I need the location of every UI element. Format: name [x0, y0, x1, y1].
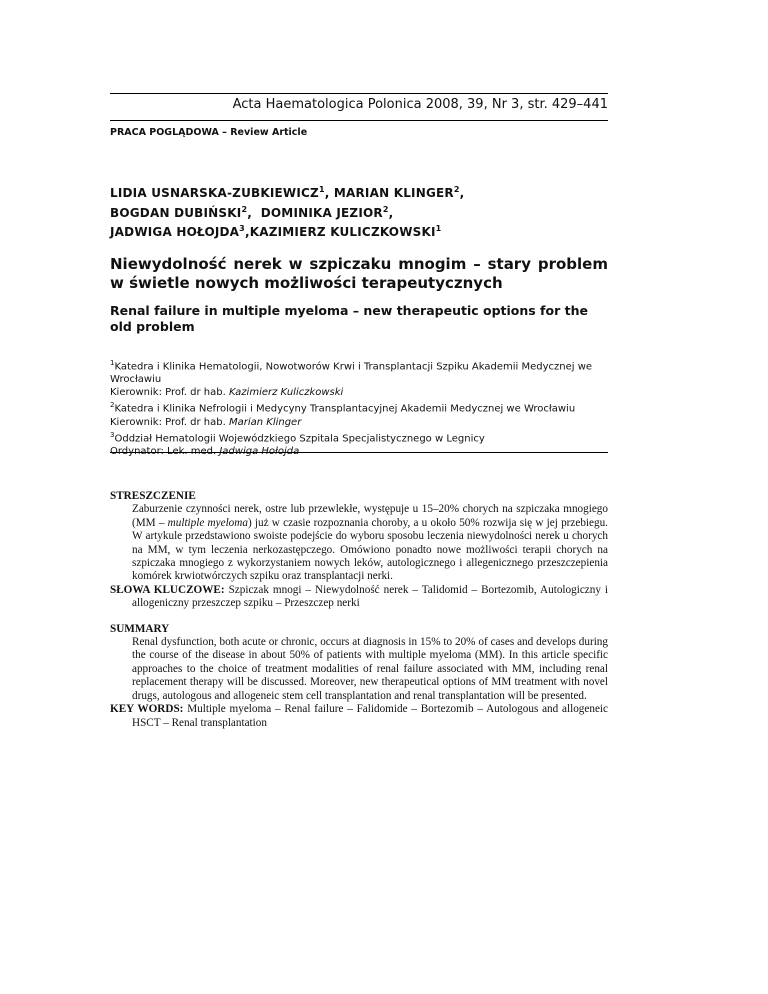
title-english: Renal failure in multiple myeloma – new therapeutic options for the old problem — [110, 303, 588, 334]
title-polish: Niewydolność nerek w szpiczaku mnogim – stary problem w świetle nowych możliwości terapeutycznych — [110, 255, 608, 292]
top-rule — [110, 93, 608, 94]
author-separator: , — [388, 205, 398, 220]
author-separator: , — [244, 225, 250, 239]
author-name: BOGDAN DUBIŃSKI — [110, 205, 242, 220]
author-list — [110, 182, 608, 241]
affiliation-head-label: Kierownik: Prof. dr hab. — [110, 416, 229, 428]
slowa-kluczowe — [110, 584, 608, 611]
streszczenie-heading: STRESZCZENIE — [110, 490, 196, 502]
affiliation-item — [110, 429, 608, 445]
author-separator: , — [459, 186, 465, 200]
affiliation-item — [110, 357, 608, 386]
affiliation-number: 2 — [110, 401, 115, 410]
streszczenie-text — [110, 503, 608, 583]
abstract-section — [110, 490, 608, 730]
affiliations — [110, 357, 608, 458]
affiliation-text: Oddział Hematologii Wojewódzkiego Szpitala Specjalistycznego w Legnicy — [114, 432, 485, 444]
affiliation-head — [110, 416, 608, 429]
affiliation-text: Katedra i Klinika Nefrologii i Medycyny Transplantacyjnej Akademii Medycznej we Wrocławiu — [114, 403, 576, 415]
affiliation-head — [110, 386, 608, 399]
affiliation-rule — [110, 452, 608, 453]
affiliation-text: Katedra i Klinika Hematologii, Nowotworów Krwi i Transplantacji Szpiku Akademii Medycznej we Wrocławiu — [110, 361, 593, 386]
affiliation-head-name: Kazimierz Kuliczkowski — [228, 387, 344, 399]
key-words-label: KEY WORDS: — [110, 703, 184, 716]
journal-citation: Acta Haematologica Polonica 2008, 39, Nr 3, str. 429–441 — [232, 97, 608, 112]
author-affiliation-mark: 2 — [382, 204, 389, 214]
streszczenie-text-part-2: ) już w czasie rozpoznania choroby, a u około 50% rozwija się w jej przebiegu. W artykule przedstawiono swoiste podejście do wyboru sposobu leczenia niewydolności nerek u chorych na MM, w tym leczenia nerkozastępczego. Omówiono ponadto nowe możliwości terapii chorych na szpiczaka mnogiego z wykorzystaniem nowych leków, autologicznego i allegenicznego przeszczepienia komórek krwiotwórczych szpiku oraz transplantacji nerki. — [132, 516, 608, 583]
author-name: JADWIGA HOŁOJDA — [110, 225, 240, 239]
author-affiliation-mark: 2 — [241, 204, 248, 214]
author-affiliation-mark: 2 — [453, 185, 460, 194]
slowa-kluczowe-label: SŁOWA KLUCZOWE: — [110, 583, 225, 596]
author-name: KAZIMIERZ KULICZKOWSKI — [249, 225, 436, 239]
affiliation-head-label: Kierownik: Prof. dr hab. — [110, 387, 229, 399]
slowa-kluczowe-text: Szpiczak mnogi – Niewydolność nerek – Talidomid – Bortezomib, Autologiczny i allogeniczny przeszczep szpiku – Przeszczep nerki — [132, 583, 609, 610]
affiliation-number: 3 — [110, 430, 115, 439]
author-affiliation-mark: 1 — [435, 224, 442, 233]
affiliation-head-name: Jadwiga Hołojda — [219, 445, 300, 457]
author-name: LIDIA USNARSKA-ZUBKIEWICZ — [110, 186, 319, 200]
author-name: DOMINIKA JEZIOR — [260, 205, 383, 220]
article-type: PRACA POGLĄDOWA – Review Article — [110, 127, 308, 138]
affiliation-item — [110, 399, 608, 415]
header-rule — [110, 120, 608, 121]
author-affiliation-mark: 3 — [239, 224, 245, 233]
author-separator: , — [247, 205, 261, 220]
streszczenie-text-italic: multiple myeloma — [167, 516, 248, 529]
summary-text: Renal dysfunction, both acute or chronic, occurs at diagnosis in 15% to 20% of cases and develops during the course of the disease in about 50% of patients with multiple myeloma (MM). In this article specific approaches to the choice of treatment modalities of renal failure associated with MM, including renal replacement therapy will be discussed. Moreover, new therapeutical options of MM treatment with novel drugs, autologous and allogeneic stem cell transplantation and renal transplantation will be presented. — [132, 636, 608, 702]
affiliation-head-label: Ordynator: Lek. med. — [110, 445, 220, 457]
summary-heading: SUMMARY — [110, 622, 170, 635]
key-words-text: Multiple myeloma – Renal failure – Falidomide – Bortezomib – Autologous and allogeneic HSCT – Renal transplantation — [132, 703, 609, 729]
streszczenie-text-part-1: Zaburzenie czynności nerek, ostre lub przewlekłe, występuje u 15–20% chorych na szpiczaka mnogiego (MM – — [132, 503, 608, 529]
affiliation-head-name: Marian Klinger — [228, 416, 302, 428]
author-separator: , — [324, 186, 334, 200]
key-words — [110, 703, 608, 730]
affiliation-number: 1 — [110, 359, 115, 367]
author-name: MARIAN KLINGER — [333, 186, 454, 200]
author-affiliation-mark: 1 — [318, 185, 325, 194]
